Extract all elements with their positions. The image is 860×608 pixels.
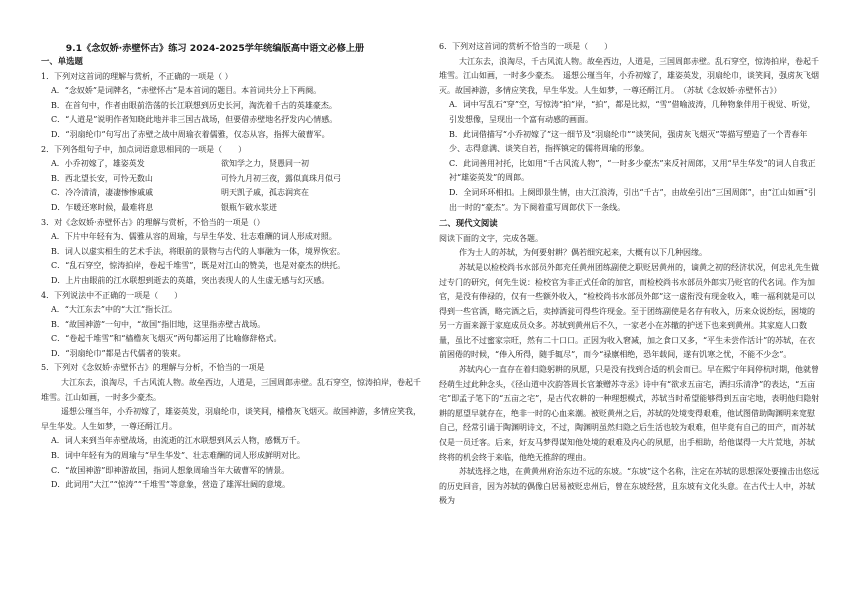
question-5-option-a[interactable]: A．词人来到当年赤壁战场，由流逝的江水联想到风云人物，感慨万千。 [51,436,305,446]
question-6-option-b[interactable]: B．此词借描写“小乔初嫁了”这一细节及“羽扇纶巾”“谈笑间，强虏灰飞烟灭”等描写塑造了一个青春年少、志得意满、谈笑自若，指挥镇定的儒将周瑜的形象。 [449,129,808,154]
section-heading-modern-reading: 二、现代文阅读 [439,218,498,229]
question-6-option-a[interactable]: A．词中写乱石“穿”空，写惊涛“拍”岸，“拍”，都是比拟，“雪”借喻波涛，几种物象伴用于视觉、听觉，引发想像，呈现出一个富有动感的画面。 [449,100,816,124]
question-2-option-b-right: 可怜九月初三夜，露似真珠月似弓 [221,173,341,183]
reading-paragraph-3: 苏轼内心一直存在着归隐躬耕的夙愿，只是没有找到合适的机会而已。早在熙宁年间停杭时期，他就曾经萌生过此种念头，《径山道中次韵答周长官兼赠苏寺丞》诗中有“欲求五亩宅，洒扫乐清净”的表达，“五亩宅”即孟子笔下的“五亩之宅”，是古代农耕的一种理想模式，苏轼当时希望能够得到五亩宅地，表明他归隐射耕的愿望早就存在，绝非一时的心血来潮。被贬黄州之后，苏轼的处境变得艰难，他试图借助陶渊明来宽慰自己，经常引诵于陶渊明诗文，不过，陶渊明虽然归隐之后生活也较为艰难，但毕竟有自己的田产，而苏轼仅是一员迁客。后来，好友马梦得谋知他处境的艰难及内心的夙愿，出手相助，给他谋得一大片荒地，苏轼终将的机会终于来临，他绝无推辞的理由。 [439,365,820,462]
reading-paragraph-1: 作为士人的苏轼，为何要射耕？偶若细究起来，大概有以下几种因缘。 [459,248,707,258]
question-6-stem: 6．下列对这首词的赏析不恰当的一项是（ ） [439,42,613,51]
question-5-option-b[interactable]: B．词中年轻有为的周瑜与“早生华发”、壮志难酬的词人形成鲜明对比。 [51,451,306,461]
question-6-option-d[interactable]: D．全词环环相扣。上阕即景生情，由大江浪涛，引出“千古”，由故垒引出“三国周郎”，由“江山如画”引出一时的“豪杰”。为下阕着重写周郎伏下一条线。 [449,187,816,212]
question-4-option-c[interactable]: C．“卷起千堆雪”和“樯橹灰飞烟灭”两句都运用了比喻修辞格式。 [51,334,282,344]
question-1-option-d[interactable]: D．“羽扇纶巾”句写出了赤壁之战中周瑜衣着儒雅，仅态从容，指挥大破曹军。 [51,129,330,139]
reading-intro: 阅读下面的文字，完成各题。 [439,233,543,243]
question-5-option-d[interactable]: D．此词用“大江”“惊涛”“千堆雪”等意象，营造了雄浑壮阔的意境。 [51,480,290,490]
question-3-option-d[interactable]: D．上片由眼前的江水联想到逝去的英雄，突出表现人的人生虚无感与幻灭感。 [51,275,330,285]
question-3-option-c[interactable]: C．“乱石穿空，惊涛拍岸，卷起千堆雪”，既是对江山的赞美，也是对豪杰的烘托。 [51,261,346,271]
question-2-option-a-right: 欲知学之力，贤愚同一初 [221,159,309,169]
question-5-passage-1: 大江东去，浪淘尽，千古风流人物。故垒西边，人道是，三国周郎赤壁。乱石穿空，惊涛拍岸，卷起千堆雪。江山如画，一时多少豪杰。 [41,378,421,402]
question-5-stem: 5．下列对《念奴娇·赤壁怀古》的理解与分析，不恰当的一项是 [41,363,265,373]
document-title: 9.1《念奴娇·赤壁怀古》练习 2024-2025学年统编版高中语文必修上册 [65,43,365,54]
question-1-option-c[interactable]: C．“人道是”说明作者知晓此地并非三国古战场，但要借赤壁地名抒发内心情感。 [51,115,338,125]
left-column [41,40,422,493]
question-1-option-b[interactable]: B．在首句中，作者由眼前浩荡的长江联想到历史长河，淘洗着千古的英雄豪杰。 [51,100,337,110]
question-4-option-a[interactable]: A．“大江东去”中的“大江”指长江。 [51,305,178,315]
reading-paragraph-4: 苏轼选择之地，在黄黄州府治东边不远的东坡。“东坡”这个名称，注定在苏轼的思想深处要撞击出悠远的历史回音，因为苏轼的偶像白居易被贬忠州后，曾在东坡经营，且东坡有文化头意。在古代士人中，苏轼极为 [439,467,820,506]
question-1-stem: 1．下列对这首词的理解与赏析，不正确的一项是（ ） [41,71,233,81]
question-2-option-d-left: D．乍暖还寒时候，最难将息 [51,202,154,212]
question-3-option-b[interactable]: B．词人以虚实相生的艺术手法，将眼前的景物与古代的人事融为一体，境界恢宏。 [51,246,345,256]
question-4-option-d[interactable]: D．“羽扇纶巾”都是古代儒者的装束。 [51,348,186,358]
question-2-option-a[interactable] [51,157,422,172]
question-2-option-c[interactable] [51,186,422,201]
section-heading-single-choice: 一、单选题 [41,56,83,66]
question-2-option-d[interactable] [51,201,422,216]
question-4-stem: 4．下列说法中不正确的一项是（ ） [41,290,183,300]
question-5-passage-2: 遥想公瑾当年，小乔初嫁了，雄姿英发，羽扇纶巾，谈笑间，樯橹灰飞烟灭。故国神游，多情应笑我，早生华发。人生如梦，一尊还酹江月。 [41,407,421,431]
question-3-stem: 3．对《念奴娇·赤壁怀古》的理解与赏析，不恰当的一项是（） [41,217,265,227]
question-2-option-a-left: A．小乔初嫁了，雄姿英发 [51,159,145,169]
question-2-option-b[interactable] [51,172,422,187]
question-6-option-c[interactable]: C．此词善用衬托，比如用“千古风流人物”，“一时多少豪杰”来反衬周郎，又用“早生华发”的词人自我正衬“雄姿英发”的周郎。 [449,158,816,183]
question-5-option-c[interactable]: C．“故国神游”即神游故国，指词人想象周瑜当年大破曹军的情景。 [51,465,290,475]
question-6-passage: 大江东去，浪淘尽，千古风流人物。故垒西边，人道是，三国周郎赤壁。乱石穿空，惊涛拍岸，卷起千堆雪。江山如画，一时多少豪杰。 遥想公瑾当年，小乔初嫁了，雄姿英发，羽扇纶巾，谈笑间，强虏灰飞烟灭。故国神游，多情应笑我，早生华发。人生如梦，一尊还酹江月。 （苏轼《念奴娇·赤壁怀古》） [439,56,819,95]
right-column [439,40,821,509]
question-4-option-b[interactable]: B．“故国神游”一句中，“故国”指旧地，这里指赤壁古战场。 [51,319,266,329]
question-1-option-a[interactable]: A．“念奴娇”是词牌名，“赤壁怀古”是本首词的题目。本首词共分上下两阕。 [51,86,322,96]
question-2-option-c-left: C．冷冷清清，凄凄惨惨戚戚 [51,188,154,198]
question-2-option-d-right: 银瓶乍破水浆迸 [221,202,277,212]
question-3-option-a[interactable]: A．下片中年轻有为、儒雅从容的周瑜，与早生华发、壮志难酬的词人形成对照。 [51,232,337,242]
question-2-option-c-right: 明天凯子戚，孤志润宾在 [221,188,309,198]
reading-paragraph-2: 苏轼是以检校尚书水部员外郎充任黄州团练副使之职贬居黄州的，谪黄之初的经济状况，何忠礼先生做过专门的研究，何先生说：检校官为非正式任命的加官，而检校尚书水部员外郎实乃贬官的代名词。作为加官，是没有俸禄的，仅有一些额外收入，“检校尚书水部员外郎”这一虚衔没有现金收入，唯一福利就是可以得到一些官酒，略完酒之后，卖掉酒瓮可得些许现金。至于团练副使是名存有收入，历来众说纷纭，困境的另一方面来源于家庭成员众多。苏轼到黄州后不久，一家老小在苏辙的护送下也来到黄州。其家庭人口数量，虽比不过蜜家宗旺，然有二十口口。正因为收入窘减，加之食口又多，“平生未尝作活计”的苏轼，在衣前困倦的时候，“俸入所得，随手辄尽”，而今“禄廪相绝，恐年载间，遂有饥寒之忧，不能不少念”。 [439,262,819,360]
question-2-stem: 2．下列各组句子中，加点词语意思相同的一项是（ ） [41,144,247,154]
question-2-option-b-left: B．西北望长安，可怜无数山 [51,173,153,183]
